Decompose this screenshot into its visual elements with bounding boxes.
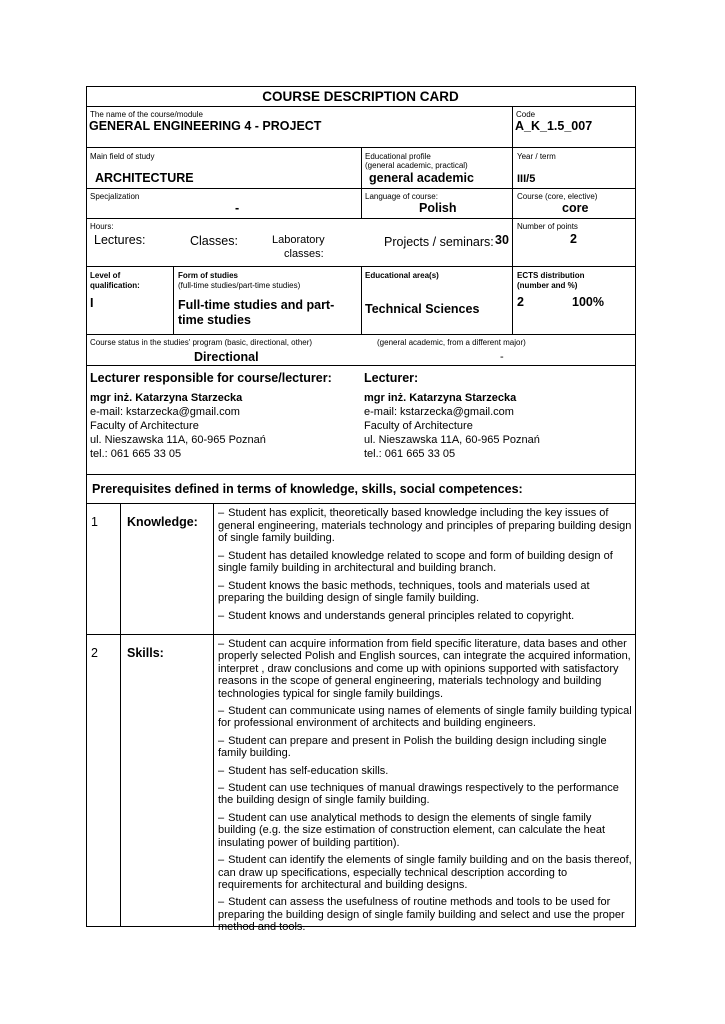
form-label: Form of studies <box>178 271 239 280</box>
ects-percent: 100% <box>572 295 604 309</box>
dash-bullet: – <box>218 896 225 909</box>
status-label: Course status in the studies' program (basic, directional, other) <box>90 338 313 347</box>
knowledge-item <box>218 580 632 605</box>
skills-item <box>218 782 632 807</box>
course-type: core <box>562 201 589 215</box>
course-name-label: The name of the course/module <box>90 110 203 119</box>
skills-item-text: Student can acquire information from field specific literature, data bases and other properly selected Polish and English sources, can integrate the acquired information, interpret , draw conclusions and come up with opinions supported with satisfactory reasons in the scope of general engineering, materials technology and building technologies typical for single family buildings. <box>218 638 631 700</box>
col-divider <box>512 106 513 334</box>
level-label-2: qualification: <box>90 281 140 290</box>
row-divider <box>86 334 635 335</box>
lecturer-heading: Lecturer: <box>364 371 419 385</box>
dash-bullet: – <box>218 579 225 592</box>
knowledge-item <box>218 507 632 545</box>
course-status-2: - <box>500 351 504 363</box>
lectures-label: Lectures: <box>94 233 146 247</box>
skills-label: Skills: <box>127 646 164 660</box>
dash-bullet: – <box>218 782 225 795</box>
laboratory-label-2: classes: <box>284 248 324 260</box>
dash-bullet: – <box>218 507 225 519</box>
field-of-study: ARCHITECTURE <box>95 171 194 185</box>
laboratory-label: Laboratory <box>272 234 325 246</box>
lecturer-responsible-tel: tel.: 061 665 33 05 <box>90 448 182 460</box>
skills-item <box>218 896 632 933</box>
row-divider <box>86 503 635 504</box>
skills-item <box>218 854 632 891</box>
col-divider <box>173 266 174 334</box>
lecturer-responsible-heading: Lecturer responsible for course/lecturer: <box>90 371 332 385</box>
skills-item-text: Student can identify the elements of single family building and on the basis thereof, can draw up specifications, especially technical description according to requirements for architectural and building designs. <box>218 854 632 891</box>
skills-item <box>218 765 632 777</box>
field-label: Main field of study <box>90 152 155 161</box>
knowledge-item-text: Student knows the basic methods, techniques, tools and materials used at preparing the building design of single family building. <box>218 579 590 604</box>
number-of-points: 2 <box>570 232 577 246</box>
ects-number: 2 <box>517 295 524 309</box>
knowledge-item <box>218 550 632 575</box>
language: Polish <box>419 201 457 215</box>
knowledge-item-text: Student has explicit, theoretically based knowledge including the key issues of general engineering, materials technology and principles of preparing building design of single family building. <box>218 507 632 544</box>
row-divider <box>86 474 635 475</box>
lecturer-name: mgr inż. Katarzyna Starzecka <box>364 392 517 404</box>
skills-item-text: Student can assess the usefulness of routine methods and tools to be used for preparing the building design of single family building and select and use the proper method and tools. <box>218 896 625 934</box>
hours-label: Hours: <box>90 222 114 231</box>
educational-area: Technical Sciences <box>365 302 480 316</box>
course-type-label: Course (core, elective) <box>517 192 598 201</box>
status-label-2: (general academic, from a different major) <box>377 338 526 347</box>
dash-bullet: – <box>218 854 225 867</box>
knowledge-label: Knowledge: <box>127 515 198 529</box>
ects-label: ECTS distribution <box>517 271 585 280</box>
lecturer-faculty: Faculty of Architecture <box>364 420 473 432</box>
row-divider <box>86 106 635 107</box>
points-label: Number of points <box>517 222 578 231</box>
dash-bullet: – <box>218 705 225 718</box>
lecturer-responsible-name: mgr inż. Katarzyna Starzecka <box>90 392 243 404</box>
profile-label: Educational profile <box>365 152 431 161</box>
form-of-studies-2: time studies <box>178 313 251 327</box>
classes-label: Classes: <box>190 234 238 248</box>
specialization-label: Specjalization <box>90 192 140 201</box>
col-divider <box>213 503 214 926</box>
level-label: Level of <box>90 271 121 280</box>
qualification-level: I <box>90 296 94 310</box>
lecturer-responsible-faculty: Faculty of Architecture <box>90 420 199 432</box>
course-name: GENERAL ENGINEERING 4 - PROJECT <box>89 119 322 133</box>
area-label: Educational area(s) <box>365 271 439 280</box>
dash-bullet: – <box>218 811 225 824</box>
skills-item <box>218 705 632 730</box>
educational-profile: general academic <box>369 171 474 185</box>
year-term: III/5 <box>517 173 536 185</box>
language-label: Language of course: <box>365 192 438 201</box>
specialization: - <box>235 201 240 215</box>
row-divider <box>86 218 635 219</box>
skills-item <box>218 735 632 760</box>
knowledge-number: 1 <box>91 515 98 529</box>
skills-item-text: Student has self-education skills. <box>228 764 389 777</box>
col-divider <box>361 266 362 334</box>
lecturer-tel: tel.: 061 665 33 05 <box>364 448 456 460</box>
course-code: A_K_1.5_007 <box>515 119 593 133</box>
profile-label-sub: (general academic, practical) <box>365 161 468 170</box>
skills-list <box>218 638 632 939</box>
skills-item-text: Student can use techniques of manual drawings respectively to the performance the building design of single family building. <box>218 782 619 807</box>
lecturer-responsible-email[interactable]: e-mail: kstarzecka@gmail.com <box>90 406 240 418</box>
knowledge-item-text: Student knows and understands general principles related to copyright. <box>228 609 575 622</box>
form-of-studies: Full-time studies and part- <box>178 298 335 312</box>
skills-item-text: Student can use analytical methods to design the elements of single family building (e.g. the size estimation of construction element, can calculate the heat insulating power of building partition). <box>218 811 606 849</box>
form-label-sub: (full-time studies/part-time studies) <box>178 281 301 290</box>
col-divider <box>361 147 362 218</box>
knowledge-list <box>218 507 632 627</box>
projects-label: Projects / seminars: <box>384 235 494 249</box>
row-divider <box>86 634 635 635</box>
year-label: Year / term <box>517 152 556 161</box>
projects-hours: 30 <box>495 233 509 247</box>
dash-bullet: – <box>218 638 225 650</box>
page-title: COURSE DESCRIPTION CARD <box>262 89 459 104</box>
skills-item-text: Student can prepare and present in Polish the building design including single family building. <box>218 734 607 760</box>
prerequisites-heading: Prerequisites defined in terms of knowledge, skills, social competences: <box>92 482 523 496</box>
skills-item-text: Student can communicate using names of elements of single family building typical for professional environment of architects and building engineers. <box>218 705 632 730</box>
knowledge-item-text: Student has detailed knowledge related to scope and form of building design of single family building in architectural and building branch. <box>218 549 613 574</box>
table-border-right <box>635 86 636 927</box>
skills-item <box>218 638 632 700</box>
lecturer-address: ul. Nieszawska 11A, 60-965 Poznań <box>364 434 540 446</box>
lecturer-responsible-address: ul. Nieszawska 11A, 60-965 Poznań <box>90 434 266 446</box>
lecturer-email[interactable]: e-mail: kstarzecka@gmail.com <box>364 406 514 418</box>
table-border-top <box>86 86 635 87</box>
dash-bullet: – <box>218 609 225 622</box>
dash-bullet: – <box>218 764 225 777</box>
col-divider <box>120 503 121 926</box>
knowledge-item <box>218 610 632 623</box>
code-label: Code <box>516 110 536 119</box>
skills-item <box>218 812 632 849</box>
table-border-left <box>86 86 87 927</box>
dash-bullet: – <box>218 734 225 747</box>
dash-bullet: – <box>218 549 225 562</box>
skills-number: 2 <box>91 646 98 660</box>
course-status: Directional <box>194 350 259 364</box>
row-divider <box>86 365 635 366</box>
ects-label-sub: (number and %) <box>517 281 578 290</box>
